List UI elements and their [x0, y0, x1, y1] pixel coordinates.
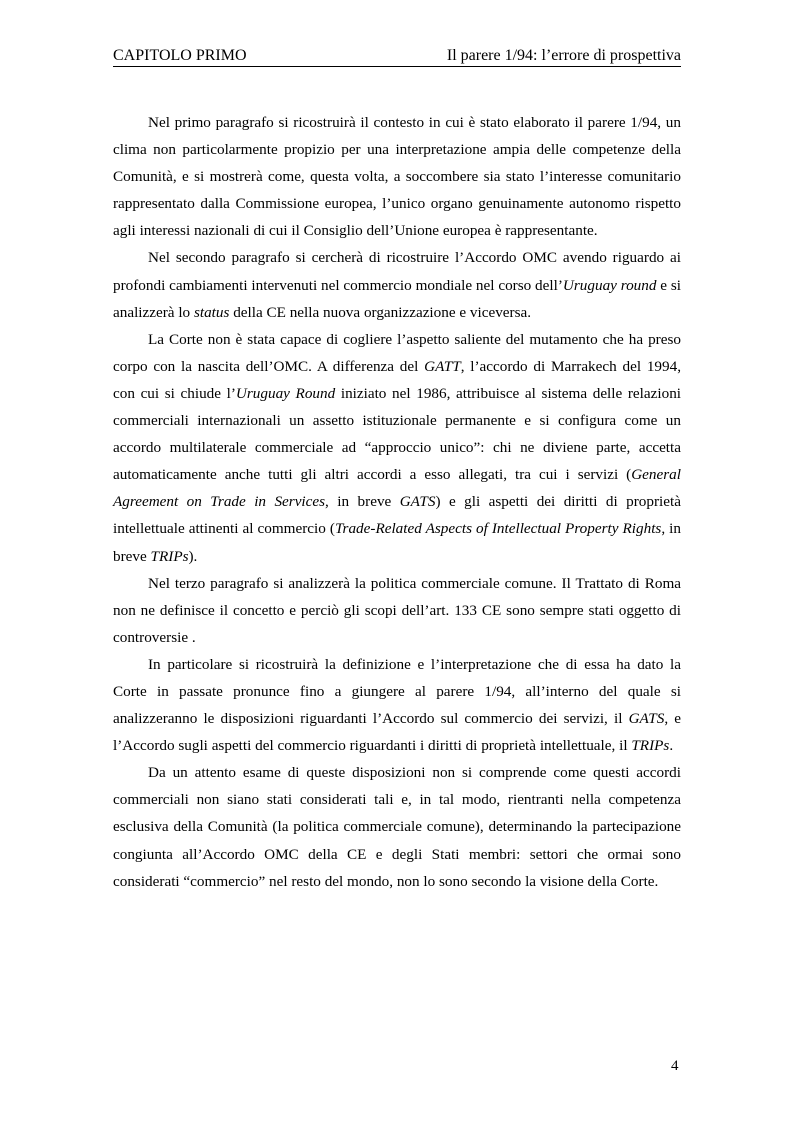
text-run: , l’accordo di Marrakech del 1994, con cui si chiude l’ — [113, 357, 681, 402]
text-run: Nel primo paragrafo si ricostruirà il contesto in cui è stato elaborato il parere 1/94, un clima non particolarmente propizio per una interpretazione ampia delle competenze della Comunità, e si mostrerà come, questa volta, a soccombere sia stato l’interesse comunitario rappresentato dalla Commissione europea, l’unico organo genuinamente autonomo rispetto agli interessi nazionali di cui il Consiglio dell’Unione europea è rappresentante. — [113, 114, 681, 240]
text-run: iniziato nel 1986, attribuisce al sistema delle relazioni commerciali internazionali un assetto istituzionale permanente e si configura come un accordo multilaterale commerciale ad “approccio unico”: chi ne diviene parte, accetta automaticamente anche tutti gli altri accordi a esso allegati, tra cui i servizi ( — [113, 384, 682, 484]
paragraph-6 — [113, 759, 681, 894]
italic-run: GATS — [628, 710, 665, 728]
text-run: Da un attento esame di queste disposizioni non si comprende come questi accordi commerciali non siano stati considerati tali e, in tal modo, rientranti nella competenza esclusiva della Comunità (la politica commerciale comune), determinando la partecipazione congiunta all’Accordo OMC della CE e degli Stati membri: settori che ormai sono considerati “commercio” nel resto del mondo, non lo sono secondo la visione della Corte. — [113, 764, 681, 890]
text-run: Nel terzo paragrafo si analizzerà la politica commerciale comune. Il Trattato di Roma non ne definisce il concetto e perciò gli scopi dell’art. 133 CE sono sempre stati oggetto di controversie . — [113, 574, 681, 646]
text-run: e si analizzerà lo — [113, 276, 682, 321]
italic-run: Trade-Related Aspects of Intellectual Property Rights — [334, 520, 662, 538]
text-run: ) e gli aspetti dei diritti di proprietà intellettuale attinenti al commercio ( — [113, 493, 681, 538]
text-run: , in breve — [325, 493, 400, 511]
text-run: La Corte non è stata capace di cogliere l’aspetto saliente del mutamento che ha preso corpo con la nascita dell’OMC. A differenza del — [113, 330, 681, 375]
italic-run: TRIPs — [150, 547, 189, 565]
text-run: della CE nella nuova organizzazione e viceversa. — [229, 303, 532, 321]
page-header — [113, 46, 681, 67]
italic-run: status — [193, 303, 230, 321]
italic-run: Uruguay round — [562, 276, 657, 294]
paragraph-4 — [113, 570, 681, 651]
section-title: Il parere 1/94: l’errore di prospettiva — [446, 47, 681, 64]
text-run: Nel secondo paragrafo si cercherà di ricostruire l’Accordo OMC avendo riguardo ai profondi cambiamenti intervenuti nel commercio mondiale nel corso dell’ — [113, 249, 681, 294]
italic-run: General Agreement on Trade in Services — [113, 466, 681, 511]
paragraph-1 — [113, 109, 681, 244]
text-run: ). — [188, 547, 198, 565]
text-run: . — [669, 737, 674, 755]
paragraph-2 — [113, 244, 681, 325]
italic-run: TRIPs — [631, 737, 670, 755]
text-run: In particolare si ricostruirà la definizione e l’interpretazione che di essa ha dato la Corte in passate pronunce fino a giungere al parere 1/94, all’interno del quale si analizzeranno le disposizioni riguardanti l’Accordo sul commercio dei servizi, il — [113, 655, 681, 728]
italic-run: Uruguay Round — [235, 384, 336, 402]
italic-run: GATT — [424, 357, 461, 375]
page-number: 4 — [671, 1058, 679, 1074]
text-run: , e l’Accordo sugli aspetti del commercio riguardanti i diritti di proprietà intellettuale, il — [113, 710, 681, 755]
chapter-title: CAPITOLO PRIMO — [113, 47, 247, 64]
text-run: , in breve — [113, 520, 681, 565]
paragraph-3 — [113, 326, 681, 570]
body-text — [113, 109, 681, 895]
paragraph-5 — [113, 651, 681, 759]
italic-run: GATS — [399, 493, 436, 511]
